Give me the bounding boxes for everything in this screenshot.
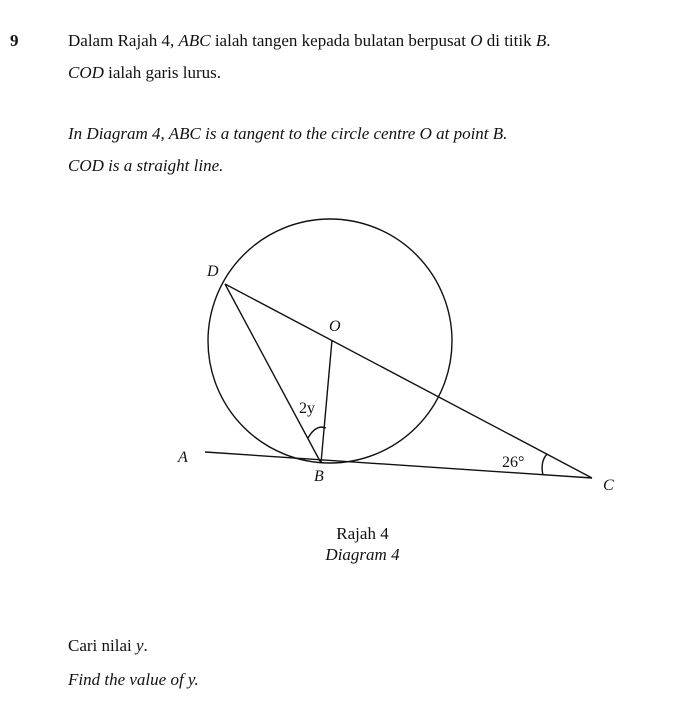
angle-label-2y: 2y: [299, 400, 315, 417]
circle: [208, 219, 452, 463]
angle-label-26: 26°: [502, 454, 525, 471]
label-B: B: [314, 468, 324, 485]
angle-arc-26: [542, 454, 547, 475]
chord-DB: [225, 284, 321, 463]
question-text-english-line1: In Diagram 4, ABC is a tangent to the circle centre O at point B.: [68, 124, 508, 143]
prompt-malay: Cari nilai y.: [68, 636, 148, 655]
label-C: C: [603, 477, 614, 494]
question-number: 9: [10, 31, 19, 50]
question-text-malay-line2: COD ialah garis lurus.: [68, 63, 221, 82]
line-COD: [225, 284, 592, 478]
radius-OB: [321, 340, 332, 463]
label-D: D: [207, 263, 219, 280]
question-text-malay-line1: Dalam Rajah 4, ABC ialah tangen kepada bulatan berpusat O di titik B.: [68, 31, 551, 50]
label-O: O: [329, 318, 341, 335]
diagram-caption-malay: Rajah 4: [336, 524, 389, 543]
question-text-english-line2: COD is a straight line.: [68, 156, 224, 175]
label-A: A: [178, 449, 188, 466]
prompt-english: Find the value of y.: [68, 670, 199, 689]
diagram-caption-english: Diagram 4: [325, 545, 400, 564]
tangent-line-ABC: [205, 452, 592, 478]
